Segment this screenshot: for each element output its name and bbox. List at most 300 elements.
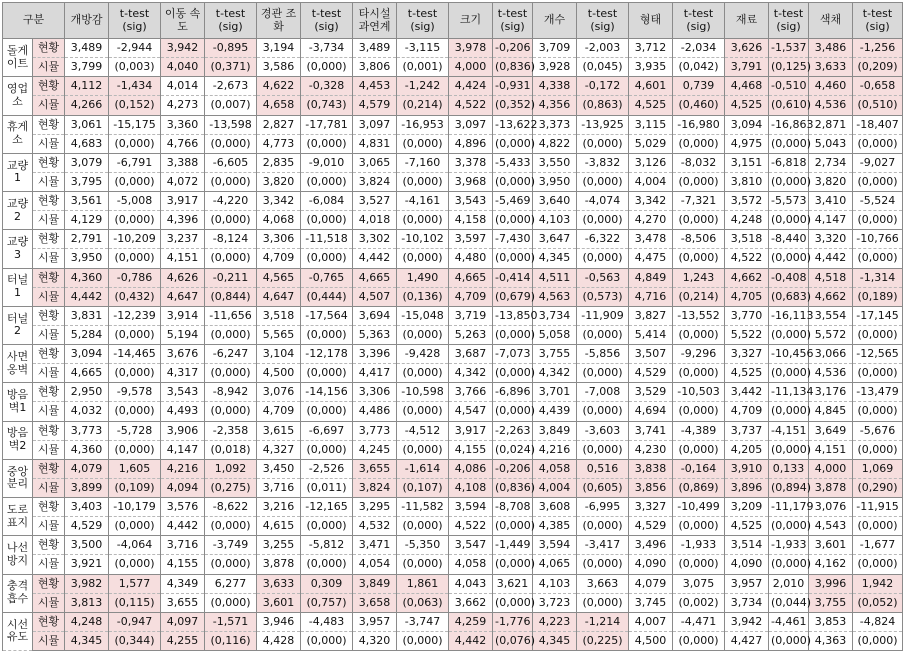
table-cell: (0,000) xyxy=(109,211,161,230)
table-cell: 3,094 xyxy=(65,345,109,364)
row-type-label: 시뮬 xyxy=(33,402,65,421)
table-cell: (0,000) xyxy=(853,325,903,344)
table-cell: -13,850 xyxy=(493,306,533,325)
table-cell: 4,356 xyxy=(533,96,577,115)
table-cell: 4,349 xyxy=(161,574,205,593)
table-cell: 4,442 xyxy=(449,631,493,650)
table-cell: (0,000) xyxy=(397,364,449,383)
table-cell: (0,000) xyxy=(397,211,449,230)
table-cell: -17,145 xyxy=(853,306,903,325)
table-cell: (0,109) xyxy=(109,478,161,497)
table-cell: (0,000) xyxy=(853,134,903,153)
table-cell: 4,532 xyxy=(353,517,397,536)
table-cell: -10,102 xyxy=(397,230,449,249)
table-cell: -2,034 xyxy=(673,39,725,58)
table-cell: (0,000) xyxy=(109,364,161,383)
table-cell: 4,103 xyxy=(533,574,577,593)
table-cell: -1,214 xyxy=(577,612,629,631)
table-cell: (0,000) xyxy=(577,402,629,421)
table-cell: 4,536 xyxy=(809,364,853,383)
table-cell: 4,822 xyxy=(533,134,577,153)
table-cell: 3,820 xyxy=(257,172,301,191)
table-cell: 3,723 xyxy=(533,593,577,612)
table-cell: -13,622 xyxy=(493,115,533,134)
table-cell: 4,360 xyxy=(65,440,109,459)
table-cell: 3,295 xyxy=(353,498,397,517)
table-cell: -0,510 xyxy=(769,77,809,96)
table-cell: 3,946 xyxy=(257,612,301,631)
row-type-label: 시뮬 xyxy=(33,134,65,153)
table-cell: 4,363 xyxy=(809,631,853,650)
table-cell: 4,345 xyxy=(533,631,577,650)
table-cell: -3,832 xyxy=(577,153,629,172)
table-cell: (0,000) xyxy=(397,325,449,344)
table-cell: 3,899 xyxy=(65,478,109,497)
table-cell: 3,755 xyxy=(809,593,853,612)
table-cell: -11,518 xyxy=(301,230,353,249)
table-cell: 4,536 xyxy=(809,96,853,115)
table-cell: (0,000) xyxy=(673,440,725,459)
table-cell: 3,507 xyxy=(629,345,673,364)
table-row xyxy=(3,192,903,211)
table-cell: 4,427 xyxy=(725,631,769,650)
table-cell: 4,079 xyxy=(65,459,109,478)
row-type-label: 현황 xyxy=(33,459,65,478)
table-cell: 3,806 xyxy=(353,58,397,77)
facility-label: 시선 유도 xyxy=(3,612,33,650)
table-cell: 1,243 xyxy=(673,268,725,287)
table-cell: 3,076 xyxy=(257,383,301,402)
table-cell: (0,000) xyxy=(109,172,161,191)
table-cell: (0,000) xyxy=(397,402,449,421)
table-cell: 3,824 xyxy=(353,478,397,497)
table-cell: -2,673 xyxy=(205,77,257,96)
table-cell: (0,432) xyxy=(109,287,161,306)
table-cell: 1,605 xyxy=(109,459,161,478)
table-cell: 3,237 xyxy=(161,230,205,249)
table-cell: 5,363 xyxy=(353,325,397,344)
row-type-label: 현황 xyxy=(33,421,65,440)
table-cell: (0,152) xyxy=(109,96,161,115)
table-cell: -12,178 xyxy=(301,345,353,364)
row-type-label: 현황 xyxy=(33,306,65,325)
header-cell: 색채 xyxy=(809,3,853,39)
table-cell: 4,522 xyxy=(449,517,493,536)
table-cell: 3,547 xyxy=(449,536,493,555)
table-cell: 3,342 xyxy=(257,192,301,211)
table-cell: (0,000) xyxy=(205,249,257,268)
table-cell: 4,716 xyxy=(629,287,673,306)
table-row xyxy=(3,77,903,96)
facility-label: 방음 벽1 xyxy=(3,383,33,421)
table-cell: (0,836) xyxy=(493,58,533,77)
table-cell: (0,000) xyxy=(493,325,533,344)
table-cell: 3,194 xyxy=(257,39,301,58)
table-cell: -10,456 xyxy=(769,345,809,364)
table-cell: 3,500 xyxy=(65,536,109,555)
table-cell: 4,065 xyxy=(533,555,577,574)
header-cell: 이동 속도 xyxy=(161,3,205,39)
table-row xyxy=(3,249,903,268)
table-cell: (0,444) xyxy=(301,287,353,306)
table-cell: -0,211 xyxy=(205,268,257,287)
table-cell: -12,565 xyxy=(853,345,903,364)
table-cell: 3,615 xyxy=(257,421,301,440)
table-cell: (0,115) xyxy=(109,593,161,612)
table-cell: -1,256 xyxy=(853,39,903,58)
table-cell: 3,795 xyxy=(65,172,109,191)
table-cell: 4,079 xyxy=(629,574,673,593)
table-cell: 2,950 xyxy=(65,383,109,402)
table-cell: 4,317 xyxy=(161,364,205,383)
table-cell: -3,417 xyxy=(577,536,629,555)
table-body xyxy=(3,39,903,651)
table-cell: 4,108 xyxy=(449,478,493,497)
row-type-label: 시뮬 xyxy=(33,172,65,191)
table-cell: 3,878 xyxy=(257,555,301,574)
table-cell: 3,799 xyxy=(65,58,109,77)
table-cell: -4,471 xyxy=(673,612,725,631)
table-row xyxy=(3,134,903,153)
table-cell: 3,827 xyxy=(629,306,673,325)
table-cell: 4,155 xyxy=(161,555,205,574)
table-cell: 3,719 xyxy=(449,306,493,325)
table-cell: 3,910 xyxy=(725,459,769,478)
table-cell: (0,000) xyxy=(205,402,257,421)
table-cell: 4,360 xyxy=(65,268,109,287)
table-cell: 4,103 xyxy=(533,211,577,230)
table-cell: 4,460 xyxy=(809,77,853,96)
table-cell: 4,647 xyxy=(257,287,301,306)
table-cell: 3,701 xyxy=(533,383,577,402)
table-cell: (0,011) xyxy=(301,478,353,497)
table-cell: (0,042) xyxy=(673,58,725,77)
table-cell: 0,309 xyxy=(301,574,353,593)
table-cell: 4,507 xyxy=(353,287,397,306)
table-cell: 3,396 xyxy=(353,345,397,364)
row-type-label: 현황 xyxy=(33,498,65,517)
table-row xyxy=(3,115,903,134)
table-cell: (0,275) xyxy=(205,478,257,497)
table-cell: 4,975 xyxy=(725,134,769,153)
table-cell: 3,594 xyxy=(449,498,493,517)
table-cell: -0,164 xyxy=(673,459,725,478)
table-cell: 3,633 xyxy=(257,574,301,593)
table-cell: -1,677 xyxy=(853,536,903,555)
table-cell: (0,869) xyxy=(673,478,725,497)
table-cell: (0,000) xyxy=(853,249,903,268)
table-cell: 3,601 xyxy=(809,536,853,555)
table-cell: 4,112 xyxy=(65,77,109,96)
table-cell: 0,133 xyxy=(769,459,809,478)
table-cell: (0,024) xyxy=(493,440,533,459)
table-cell: (0,000) xyxy=(301,364,353,383)
table-cell: -16,863 xyxy=(769,115,809,134)
row-type-label: 현황 xyxy=(33,268,65,287)
table-cell: (0,757) xyxy=(301,593,353,612)
table-cell: -12,165 xyxy=(301,498,353,517)
table-cell: -7,430 xyxy=(493,230,533,249)
table-cell: 4,845 xyxy=(809,402,853,421)
table-cell: -11,179 xyxy=(769,498,809,517)
table-cell: (0,000) xyxy=(853,517,903,536)
table-cell: -8,942 xyxy=(205,383,257,402)
table-cell: -0,895 xyxy=(205,39,257,58)
table-row xyxy=(3,364,903,383)
table-cell: -6,247 xyxy=(205,345,257,364)
table-cell: (0,000) xyxy=(577,325,629,344)
table-cell: 3,478 xyxy=(629,230,673,249)
table-cell: (0,573) xyxy=(577,287,629,306)
table-cell: 3,906 xyxy=(161,421,205,440)
table-cell: 3,737 xyxy=(725,421,769,440)
table-cell: 3,773 xyxy=(353,421,397,440)
table-cell: 3,914 xyxy=(161,306,205,325)
table-cell: 3,327 xyxy=(725,345,769,364)
table-cell: 2,734 xyxy=(809,153,853,172)
table-cell: 3,572 xyxy=(725,192,769,211)
table-cell: 4,529 xyxy=(629,517,673,536)
table-cell: 4,525 xyxy=(725,364,769,383)
table-cell: 3,151 xyxy=(725,153,769,172)
table-cell: 3,075 xyxy=(673,574,725,593)
table-cell: (0,000) xyxy=(769,402,809,421)
table-cell: (0,000) xyxy=(301,211,353,230)
table-cell: 4,342 xyxy=(533,364,577,383)
table-cell: 3,810 xyxy=(725,172,769,191)
facility-label: 돌게 이트 xyxy=(3,39,33,77)
table-cell: 3,813 xyxy=(65,593,109,612)
table-cell: 4,338 xyxy=(533,77,577,96)
table-cell: 2,010 xyxy=(769,574,809,593)
table-cell: 3,373 xyxy=(533,115,577,134)
table-cell: 2,835 xyxy=(257,153,301,172)
header-cell: 형태 xyxy=(629,3,673,39)
header-cell: t-test (sig) xyxy=(301,3,353,39)
table-cell: 4,665 xyxy=(65,364,109,383)
table-cell: (0,000) xyxy=(769,364,809,383)
table-cell: 4,090 xyxy=(725,555,769,574)
table-cell: (0,000) xyxy=(769,134,809,153)
table-row xyxy=(3,440,903,459)
table-cell: -5,350 xyxy=(397,536,449,555)
table-cell: -0,206 xyxy=(493,459,533,478)
table-cell: (0,000) xyxy=(493,211,533,230)
table-cell: 4,662 xyxy=(725,268,769,287)
table-cell: 4,709 xyxy=(257,402,301,421)
table-row xyxy=(3,421,903,440)
table-cell: 4,547 xyxy=(449,402,493,421)
table-cell: -10,503 xyxy=(673,383,725,402)
table-cell: 4,468 xyxy=(725,77,769,96)
table-cell: 4,579 xyxy=(353,96,397,115)
table-cell: 4,230 xyxy=(629,440,673,459)
table-cell: 3,734 xyxy=(725,593,769,612)
table-cell: -3,747 xyxy=(397,612,449,631)
table-cell: 4,158 xyxy=(449,211,493,230)
header-category: 구분 xyxy=(3,3,65,39)
table-cell: -11,909 xyxy=(577,306,629,325)
table-cell: -5,676 xyxy=(853,421,903,440)
table-cell: (0,000) xyxy=(853,555,903,574)
table-cell: 3,550 xyxy=(533,153,577,172)
table-cell: 3,745 xyxy=(629,593,673,612)
table-cell: 3,626 xyxy=(725,39,769,58)
table-cell: 3,489 xyxy=(65,39,109,58)
table-cell: 2,871 xyxy=(809,115,853,134)
table-cell: 3,097 xyxy=(353,115,397,134)
table-cell: -13,598 xyxy=(205,115,257,134)
table-cell: -6,995 xyxy=(577,498,629,517)
table-row xyxy=(3,536,903,555)
table-cell: 3,662 xyxy=(449,593,493,612)
table-cell: -16,953 xyxy=(397,115,449,134)
table-cell: (0,000) xyxy=(301,517,353,536)
header-cell: t-test (sig) xyxy=(109,3,161,39)
table-cell: 1,942 xyxy=(853,574,903,593)
table-cell: 5,058 xyxy=(533,325,577,344)
table-cell: -8,506 xyxy=(673,230,725,249)
row-type-label: 시뮬 xyxy=(33,593,65,612)
table-cell: -11,582 xyxy=(397,498,449,517)
table-cell: 3,527 xyxy=(353,192,397,211)
table-cell: 3,594 xyxy=(533,536,577,555)
table-cell: -0,947 xyxy=(109,612,161,631)
table-cell: 4,525 xyxy=(725,96,769,115)
table-cell: (0,000) xyxy=(853,402,903,421)
table-cell: (0,000) xyxy=(397,249,449,268)
table-cell: 3,529 xyxy=(629,383,673,402)
table-cell: 3,687 xyxy=(449,345,493,364)
table-cell: 3,878 xyxy=(809,478,853,497)
table-cell: 3,543 xyxy=(161,383,205,402)
table-cell: (0,000) xyxy=(205,172,257,191)
table-cell: 3,518 xyxy=(725,230,769,249)
table-cell: -1,537 xyxy=(769,39,809,58)
table-cell: -5,573 xyxy=(769,192,809,211)
row-type-label: 시뮬 xyxy=(33,96,65,115)
table-cell: 3,917 xyxy=(161,192,205,211)
table-cell: 4,766 xyxy=(161,134,205,153)
table-row xyxy=(3,459,903,478)
table-cell: (0,000) xyxy=(577,211,629,230)
table-cell: 4,709 xyxy=(449,287,493,306)
table-cell: (0,000) xyxy=(769,211,809,230)
table-cell: 3,649 xyxy=(809,421,853,440)
table-cell: -5,856 xyxy=(577,345,629,364)
table-cell: (0,000) xyxy=(493,555,533,574)
table-cell: 3,621 xyxy=(493,574,533,593)
table-cell: -0,765 xyxy=(301,268,353,287)
table-cell: -5,812 xyxy=(301,536,353,555)
table-cell: 3,766 xyxy=(449,383,493,402)
table-cell: 4,563 xyxy=(533,287,577,306)
table-cell: 3,079 xyxy=(65,153,109,172)
table-cell: 4,155 xyxy=(449,440,493,459)
table-row xyxy=(3,325,903,344)
table-cell: -15,048 xyxy=(397,306,449,325)
header-cell: t-test (sig) xyxy=(205,3,257,39)
table-cell: -11,915 xyxy=(853,498,903,517)
table-cell: -9,027 xyxy=(853,153,903,172)
table-cell: (0,107) xyxy=(397,478,449,497)
table-cell: (0,000) xyxy=(673,364,725,383)
table-cell: 4,665 xyxy=(353,268,397,287)
table-cell: 3,770 xyxy=(725,306,769,325)
table-cell: 0,516 xyxy=(577,459,629,478)
table-cell: (0,000) xyxy=(769,555,809,574)
facility-label: 터널 1 xyxy=(3,268,33,306)
table-cell: -6,084 xyxy=(301,192,353,211)
comparison-table xyxy=(2,2,903,651)
table-row xyxy=(3,574,903,593)
table-cell: (0,000) xyxy=(205,325,257,344)
table-cell: 4,248 xyxy=(725,211,769,230)
header-row xyxy=(3,3,903,39)
table-cell: (0,007) xyxy=(205,96,257,115)
table-cell: 4,709 xyxy=(257,249,301,268)
header-cell: t-test (sig) xyxy=(673,3,725,39)
table-cell: (0,045) xyxy=(577,58,629,77)
header-cell: 재료 xyxy=(725,3,769,39)
table-cell: 3,543 xyxy=(449,192,493,211)
table-cell: 3,597 xyxy=(449,230,493,249)
table-cell: -0,206 xyxy=(493,39,533,58)
table-cell: (0,863) xyxy=(577,96,629,115)
table-row xyxy=(3,631,903,650)
table-cell: (0,000) xyxy=(673,325,725,344)
table-cell: 4,129 xyxy=(65,211,109,230)
table-cell: (0,000) xyxy=(769,517,809,536)
facility-label: 영업 소 xyxy=(3,77,33,115)
table-cell: 4,094 xyxy=(161,478,205,497)
table-cell: 4,439 xyxy=(533,402,577,421)
table-row xyxy=(3,268,903,287)
table-cell: 4,040 xyxy=(161,58,205,77)
facility-label: 방음 벽2 xyxy=(3,421,33,459)
table-cell: 3,957 xyxy=(725,574,769,593)
table-cell: -4,151 xyxy=(769,421,809,440)
table-cell: -0,328 xyxy=(301,77,353,96)
table-cell: (0,844) xyxy=(205,287,257,306)
table-cell: (0,000) xyxy=(769,440,809,459)
table-cell: 2,827 xyxy=(257,115,301,134)
table-cell: 5,414 xyxy=(629,325,673,344)
table-row xyxy=(3,153,903,172)
row-type-label: 현황 xyxy=(33,574,65,593)
table-cell: 3,320 xyxy=(809,230,853,249)
table-cell: 3,601 xyxy=(257,593,301,612)
row-type-label: 시뮬 xyxy=(33,440,65,459)
header-cell: t-test (sig) xyxy=(853,3,903,39)
table-cell: -8,440 xyxy=(769,230,809,249)
table-cell: 1,861 xyxy=(397,574,449,593)
table-row xyxy=(3,96,903,115)
table-cell: 3,950 xyxy=(65,249,109,268)
table-cell: 3,663 xyxy=(577,574,629,593)
table-cell: 3,640 xyxy=(533,192,577,211)
facility-label: 충격 흡수 xyxy=(3,574,33,612)
table-cell: (0,000) xyxy=(673,211,725,230)
table-cell: 3,442 xyxy=(725,383,769,402)
table-cell: (0,000) xyxy=(577,364,629,383)
table-cell: -6,605 xyxy=(205,153,257,172)
table-cell: 4,216 xyxy=(533,440,577,459)
table-cell: (0,000) xyxy=(853,631,903,650)
table-cell: (0,000) xyxy=(205,555,257,574)
table-cell: (0,000) xyxy=(577,134,629,153)
table-cell: 3,327 xyxy=(629,498,673,517)
